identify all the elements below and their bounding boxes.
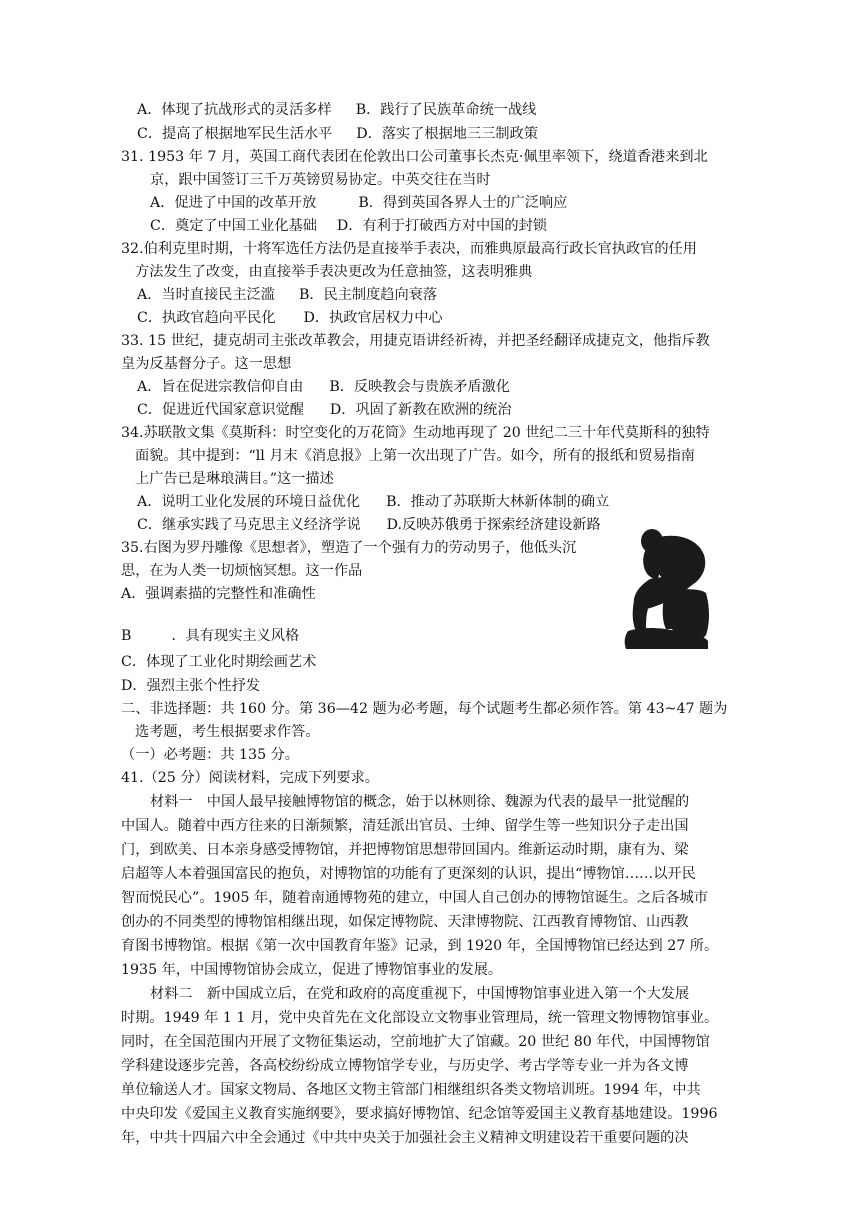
q32-options-row-2 bbox=[137, 308, 443, 328]
q31-stem-line-2: 京，跟中国签订三千万英镑贸易协定。中英交往在当时 bbox=[150, 172, 491, 188]
q33-stem-line-1: 33. 15 世纪，捷克胡司主张改革教会，用捷克语讲经祈祷，并把圣经翻译成捷克文，他指斥教 bbox=[121, 333, 710, 349]
section-2-heading-line-1: 二、非选择题：共 160 分。第 36—42 题为必考题，每个试题考生都必须作答。第 43~47 题为 bbox=[121, 701, 728, 717]
q35-stem-line-1: 35.右图为罗丹雕像《思想者》，塑造了一个强有力的劳动男子，他低头沉 bbox=[121, 540, 577, 556]
q35-option-b bbox=[121, 626, 299, 646]
q41-material2-line: 时期。1949 年 1 1 月，党中央首先在文化部设立文物事业管理局，统一管理文物博物馆事业。 bbox=[121, 1010, 719, 1026]
q35-option-b-text: ．具有现实主义风格 bbox=[171, 628, 300, 644]
q32-stem-line-1: 32.伯利克里时期，十将军选任方法仍是直接举手表决，而雅典原最高行政长官执政官的任用 bbox=[121, 241, 697, 257]
q41-material1-line: 启超等人本着强国富民的抱负，对博物馆的功能有了更深刻的认识，提出“博物馆……以开民 bbox=[121, 866, 696, 882]
q32-option-c: C．执政官趋向平民化 bbox=[137, 310, 276, 326]
q33-options-row-1 bbox=[137, 377, 510, 397]
q31-option-d: D．有利于打破西方对中国的封锁 bbox=[336, 218, 547, 234]
q33-option-d: D．巩固了新教在欧洲的统治 bbox=[329, 402, 512, 418]
q41-material2-line: 单位输送人才。国家文物局、各地区文物主管部门相继组织各类文物培训班。1994 年，中共 bbox=[121, 1082, 701, 1098]
q41-material1-line: 育图书博物馆。根据《第一次中国教育年鉴》记录，到 1920 年，全国博物馆已经达到 27 所。 bbox=[121, 938, 719, 954]
q35-option-a: A．强调素描的完整性和准确性 bbox=[121, 586, 316, 602]
q33-option-b: B．反映教会与贵族矛盾激化 bbox=[329, 379, 510, 395]
q30-options-row-2 bbox=[137, 124, 538, 144]
q41-material2-line: 学科建设逐步完善，各高校纷纷成立博物馆学专业，与历史学、考古学等专业一并为各文博 bbox=[121, 1058, 689, 1074]
q35-option-d: D．强烈主张个性抒发 bbox=[121, 678, 261, 694]
q41-material1-line: 1935 年，中国博物馆协会成立，促进了博物馆事业的发展。 bbox=[121, 962, 503, 978]
q33-options-row-2 bbox=[137, 400, 512, 420]
section-2-heading-line-2: 选考题，考生根据要求作答。 bbox=[135, 724, 320, 740]
q32-option-a: A．当时直接民主泛滥 bbox=[137, 287, 275, 303]
q34-stem-line-1: 34.苏联散文集《莫斯科：时空变化的万花筒》生动地再现了 20 世纪二三十年代莫斯科的独特 bbox=[121, 425, 710, 441]
q41-material1-line: 智而悦民心”。1905 年，随着南通博物苑的建立，中国人自己创办的博物馆诞生。之后各城市 bbox=[121, 890, 708, 906]
q32-option-b: B．民主制度趋向衰落 bbox=[298, 287, 438, 303]
q41-material2-line: 中央印发《爱国主义教育实施纲要》，要求搞好博物馆、纪念馆等爱国主义教育基地建设。1996 bbox=[121, 1106, 718, 1122]
q35-option-b-letter: B bbox=[121, 628, 132, 644]
q34-stem-line-3: 上广告已是琳琅满目。”这一描述 bbox=[135, 471, 334, 487]
q31-stem-line-1: 31. 1953 年 7 月，英国工商代表团在伦敦出口公司董事长杰克·佩里率领下，绕道香港来到北 bbox=[121, 149, 708, 165]
q34-options-row-2 bbox=[137, 515, 601, 535]
q34-option-c: C．继承实践了马克思主义经济学说 bbox=[137, 517, 361, 533]
q31-options-row-1 bbox=[150, 193, 567, 213]
q41-material1-line: 门，到欧美、日本亲身感受博物馆，并把博物馆思想带回国内。维新运动时期，康有为、梁 bbox=[121, 842, 689, 858]
q31-option-a: A．促进了中国的改革开放 bbox=[150, 195, 317, 211]
q30-option-a: A．体现了抗战形式的灵活多样 bbox=[137, 102, 332, 118]
q30-option-d: D．落实了根据地三三制政策 bbox=[356, 126, 538, 142]
q32-option-d: D．执政官居权力中心 bbox=[303, 310, 443, 326]
q30-option-b: B．践行了民族革命统一战线 bbox=[355, 102, 537, 118]
q32-options-row-1 bbox=[137, 285, 437, 305]
q41-material2-line: 材料二 新中国成立后，在党和政府的高度重视下，中国博物馆事业进入第一个大发展 bbox=[150, 986, 690, 1002]
q31-option-b: B．得到英国各界人士的广泛响应 bbox=[358, 195, 568, 211]
q41-stem: 41.（25 分）阅读材料，完成下列要求。 bbox=[121, 770, 379, 786]
q41-material2-line: 同时，在全国范围内开展了文物征集运动，空前地扩大了馆藏。20 世纪 80 年代，中国博物馆 bbox=[121, 1034, 710, 1050]
q41-material1-line: 创办的不同类型的博物馆相继出现，如保定博物院、天津博物院、江西教育博物馆、山西教 bbox=[121, 914, 689, 930]
q35-option-c: C．体现了工业化时期绘画艺术 bbox=[121, 654, 317, 670]
q34-options-row-1 bbox=[137, 492, 609, 512]
q35-stem-line-2: 思，在为人类一切烦恼冥想。这一作品 bbox=[121, 563, 363, 579]
thinker-sculpture-image bbox=[620, 527, 710, 652]
q31-option-c: C．奠定了中国工业化基础 bbox=[150, 218, 317, 234]
q30-options-row-1 bbox=[137, 100, 536, 120]
q41-material1-line: 中国人。随着中西方往来的日渐频繁，清廷派出官员、士绅、留学生等一些知识分子走出国 bbox=[121, 818, 689, 834]
q31-options-row-2 bbox=[150, 216, 547, 236]
q34-option-b: B．推动了苏联斯大林新体制的确立 bbox=[386, 494, 610, 510]
q33-stem-line-2: 皇为反基督分子。这一思想 bbox=[121, 356, 292, 372]
q33-option-a: A．旨在促进宗教信仰自由 bbox=[137, 379, 304, 395]
q30-option-c: C．提高了根据地军民生活水平 bbox=[137, 126, 333, 142]
q41-material1-line: 材料一 中国人最早接触博物馆的概念，始于以林则徐、魏源为代表的最早一批觉醒的 bbox=[150, 794, 690, 810]
q32-stem-line-2: 方法发生了改变，由直接举手表决更改为任意抽签，这表明雅典 bbox=[135, 264, 533, 280]
q33-option-c: C．促进近代国家意识觉醒 bbox=[137, 402, 304, 418]
q41-material2-line: 年，中共十四届六中全会通过《中共中央关于加强社会主义精神文明建设若干重要问题的决 bbox=[121, 1130, 689, 1146]
q34-option-a: A．说明工业化发展的环境日益优化 bbox=[137, 494, 361, 510]
q34-stem-line-2: 面貌。其中提到：“ll 月末《消息报》上第一次出现了广告。如今，所有的报纸和贸易指南 bbox=[135, 448, 695, 464]
q34-option-d: D.反映苏俄勇于探索经济建设新路 bbox=[386, 517, 601, 533]
section-2-subheading: （一）必考题：共 135 分。 bbox=[121, 747, 299, 763]
